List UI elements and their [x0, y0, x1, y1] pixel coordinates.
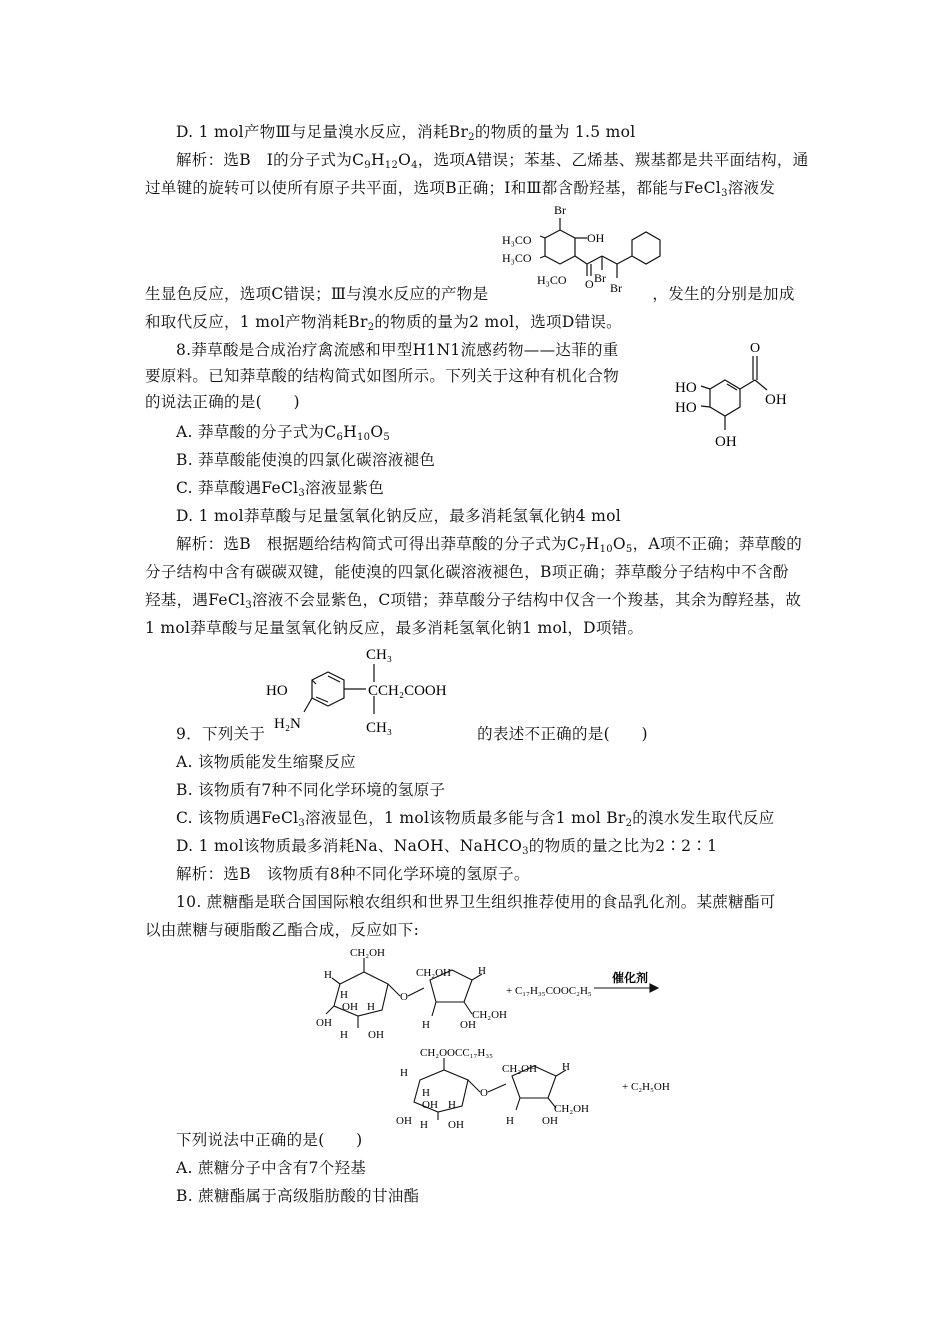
o-label: O: [480, 1087, 488, 1099]
benzene-ring: [312, 672, 344, 706]
q10-stem-line2: 以由蔗糖与硬脂酸乙酯合成，反应如下:: [145, 921, 420, 939]
br-label: Br: [554, 203, 566, 217]
h-label: H: [562, 1061, 570, 1073]
o-label: O: [750, 341, 761, 356]
h-label: H: [340, 989, 348, 1001]
q8-explanation-line1: 解析：选B 根据题给结构简式可得出莽草酸的分子式为$C_7H_{10}O_5$，A项不正确；莽草酸的: [176, 535, 803, 555]
br-label: Br: [610, 281, 622, 295]
h-label: H: [448, 1099, 456, 1111]
ch2oh-label: CH₂OH: [554, 1103, 590, 1115]
h-label: H: [420, 1119, 428, 1130]
oh-label: OH: [715, 434, 737, 450]
q10-stem-line1: 10. 蔗糖酯是联合国国际粮农组织和世界卫生组织推荐使用的食品乳化剂。某蔗糖酯可: [176, 893, 776, 911]
q8-stem-line1: 8.莽草酸是合成治疗禽流感和甲型H1N1流感药物——达菲的重: [176, 341, 619, 359]
h-label: H: [506, 1115, 514, 1127]
q10-question: 下列说法中正确的是( ): [176, 1131, 363, 1149]
oh-label: OH: [460, 1019, 476, 1031]
h3co-label: H₃CO: [502, 251, 532, 265]
q9-option-c: C. 该物质遇FeCl$_3$溶液显色，1 mol该物质最多能与含1 mol $Br_2$的溴水发生取代反应: [176, 809, 775, 829]
h2n-label: H₂N: [274, 716, 301, 732]
ester-group-label: CH₂OOCC₁₇H₃₅: [420, 1047, 493, 1059]
q10-sucrose-ester-products: [392, 1046, 712, 1130]
o-label: O: [400, 991, 408, 1003]
q9-option-a: A. 该物质能发生缩聚反应: [176, 753, 356, 771]
br-label: Br: [594, 271, 606, 285]
q8-stem-line2: 要原料。已知莽草酸的结构简式如图所示。下列关于这种有机化合物: [145, 367, 620, 385]
ch3-label: CH₃: [366, 720, 393, 736]
oh-label: OH: [448, 1119, 464, 1130]
q9-explanation: 解析：选B 该物质有8种不同化学环境的氢原子。: [176, 865, 530, 883]
benzene-ring-b: [632, 232, 660, 264]
q10-sucrose-reactants: [312, 944, 672, 1044]
h-label: H: [422, 1019, 430, 1031]
q7-explanation-line1: 解析：选B Ⅰ的分子式为$C_9H_{12}O_4$，选项A错误；苯基、乙烯基、羰基都是共平面结构，通: [176, 151, 809, 171]
oh-label: OH: [342, 1001, 358, 1013]
h-label: H: [367, 1001, 375, 1013]
cyclohexene-ring: [710, 380, 740, 416]
o-label: O: [585, 277, 594, 291]
ho-label: HO: [675, 400, 697, 416]
q10-option-a: A. 蔗糖分子中含有7个羟基: [176, 1159, 367, 1177]
oh-label: OH: [316, 1017, 332, 1029]
reagent-label: + C₁₇H₃₅COOC₂H₅: [506, 985, 592, 997]
q7-explanation-line2: 过单键的旋转可以使所有原子共平面，选项B正确；Ⅰ和Ⅲ都含酚羟基，都能与FeCl$_3$溶液发: [145, 179, 776, 199]
ch2oh-label: CH₂OH: [472, 1009, 508, 1021]
ch2oh-label: CH₂OH: [502, 1063, 538, 1075]
ho-label: HO: [675, 380, 697, 396]
q10-option-b: B. 蔗糖酯属于高级脂肪酸的甘油酯: [176, 1187, 420, 1205]
q8-explanation-line2: 分子结构中含有碳碳双键，能使溴的四氯化碳溶液褪色，B项正确；莽草酸分子结构中不含酚: [145, 563, 789, 581]
q8-option-b: B. 莽草酸能使溴的四氯化碳溶液褪色: [176, 451, 436, 469]
h-label: H: [478, 965, 486, 977]
ho-label: HO: [266, 683, 288, 699]
q7-explanation-line3: 生显色反应，选项C错误；Ⅲ与溴水反应的产物是 ，发生的分别是加成: [145, 285, 795, 303]
q8-option-d: D. 1 mol莽草酸与足量氢氧化钠反应，最多消耗氢氧化钠4 mol: [176, 507, 621, 525]
h-label: H: [340, 1029, 348, 1041]
h-label: H: [400, 1067, 408, 1079]
oh-label: OH: [587, 231, 605, 245]
ch2oh-label: CH₂OH: [416, 967, 452, 979]
q8-stem-line3: 的说法正确的是( ): [145, 393, 300, 411]
q7-option-d: D. 1 mol产物Ⅲ与足量溴水反应，消耗$Br_2$的物质的量为 1.5 mol: [176, 123, 636, 143]
q8-option-c: C. 莽草酸遇FeCl$_3$溶液显紫色: [176, 479, 385, 499]
q8-shikimic-acid-structure: [655, 338, 805, 458]
benzene-ring-a: [545, 230, 575, 264]
oh-label: OH: [368, 1029, 384, 1041]
product-label: + C₂H₅OH: [622, 1081, 670, 1093]
q9-stem: 9．下列关于 的表述不正确的是( ): [176, 725, 648, 743]
ch2oh-label: CH₂OH: [350, 947, 386, 959]
q9-option-b: B. 该物质有7种不同化学环境的氢原子: [176, 781, 446, 799]
ch3-label: CH₃: [366, 647, 393, 663]
chain-label: CCH₂COOH: [368, 683, 447, 699]
h3co-label: H₃CO: [502, 233, 532, 247]
h-label: H: [324, 969, 332, 981]
oh-label: OH: [396, 1115, 412, 1127]
h-label: H: [422, 1087, 430, 1099]
catalyst-label: 催化剂: [612, 971, 649, 985]
oh-label: OH: [422, 1099, 438, 1111]
h3co-label: H₃CO: [537, 273, 567, 287]
oh-label: OH: [542, 1115, 558, 1127]
q8-explanation-line4: 1 mol莽草酸与足量氢氧化钠反应，最多消耗氢氧化钠1 mol，D项错。: [145, 619, 644, 637]
q7-explanation-line4: 和取代反应，1 mol产物消耗$Br_2$的物质的量为2 mol，选项D错误。: [145, 313, 622, 333]
oh-label: OH: [765, 392, 787, 408]
q9-option-d: D. 1 mol该物质最多消耗Na、NaOH、NaHCO$_3$的物质的量之比为2∶2∶1: [176, 837, 718, 857]
q8-option-a: A. 莽草酸的分子式为$C_6H_{10}O_5$: [176, 423, 391, 443]
q8-explanation-line3: 羟基，遇FeCl$_3$溶液不会显紫色，C项错；莽草酸分子结构中仅含一个羧基，其余为醇羟基，故: [145, 591, 802, 611]
